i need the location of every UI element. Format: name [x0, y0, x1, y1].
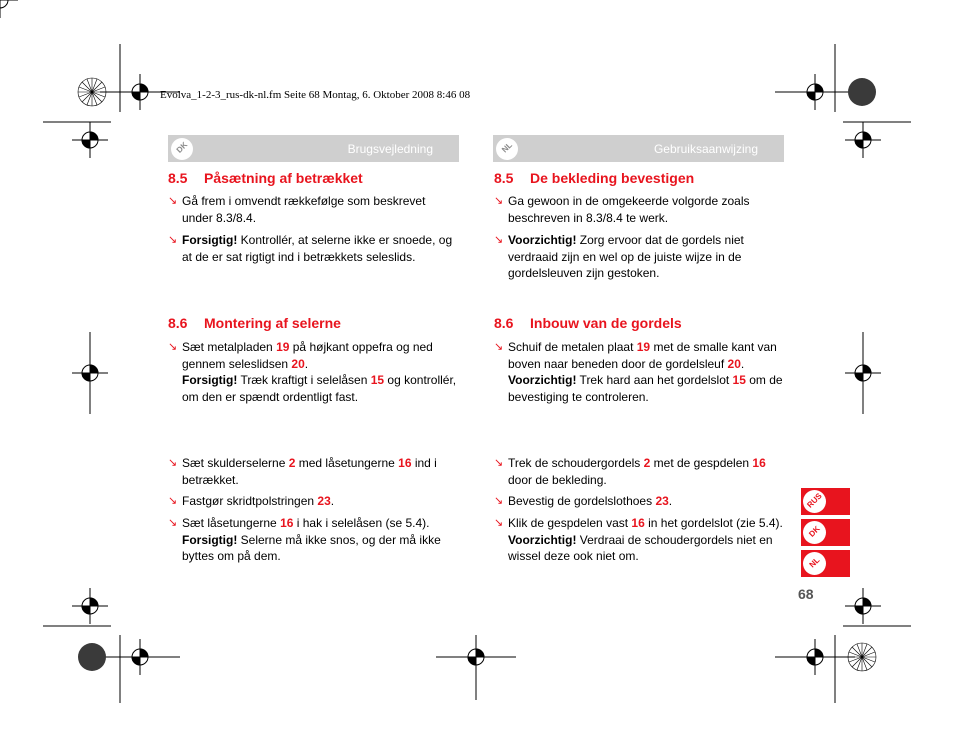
nl-header-bar	[493, 135, 784, 162]
dk-section-8-5-heading: 8.5 Påsætning af betrækket	[168, 170, 363, 186]
nl-step-buckle: ↘ Klik de gespdelen vast 16 in het gordelslot (zie 5.4). Voorzichtig! Verdraai de schoudergordels niet en wissel deze ook niet om.	[494, 516, 783, 564]
arrow-bullet-icon: ↘	[168, 457, 178, 469]
arrow-bullet-icon: ↘	[168, 517, 178, 529]
nl-section-8-5-heading: 8.5 De bekleding bevestigen	[494, 170, 695, 186]
dk-section-8-6-heading: 8.6 Montering af selerne	[168, 315, 341, 331]
dk-s85-step-2: ↘ Forsigtig! Kontrollér, at selerne ikke er snoede, og at de er sat rigtigt ind i betrækkets seleslids.	[168, 233, 453, 264]
nl-step-crotch-pad: ↘ Bevestig de gordelslothoes 23.	[494, 494, 673, 508]
rus-language-badge: RUS	[803, 490, 826, 513]
dk-step-shoulder-belts: ↘ Sæt skulderselerne 2 med låsetungerne 16 ind i betrækket.	[168, 456, 437, 487]
dk-language-badge: DK	[171, 138, 193, 160]
arrow-bullet-icon: ↘	[168, 495, 178, 507]
arrow-bullet-icon: ↘	[168, 195, 178, 207]
nl-s86-step-1: ↘ Schuif de metalen plaat 19 met de smalle kant van boven naar beneden door de gordelsleuf 20. Voorzichtig! Trek hard aan het gordelslot 15 om de bevestiging te controleren.	[494, 340, 783, 404]
side-tab-dk[interactable]	[801, 519, 850, 546]
dk-s86-step-1: ↘ Sæt metalpladen 19 på højkant oppefra og ned gennem seleslidsen 20. Forsigtig! Træk kraftigt i selelåsen 15 og kontrollér, om den er spændt ordentligt fast.	[168, 340, 457, 404]
nl-s85-step-1: ↘ Ga gewoon in de omgekeerde volgorde zoals beschreven in 8.3/8.4 te werk.	[494, 194, 750, 225]
arrow-bullet-icon: ↘	[494, 517, 504, 529]
dk-step-buckle: ↘ Sæt låsetungerne 16 i hak i selelåsen (se 5.4). Forsigtig! Selerne må ikke snos, og der må ikke byttes om på dem.	[168, 516, 441, 564]
dk-language-badge-side: DK	[803, 521, 826, 544]
side-tab-rus[interactable]	[801, 488, 850, 515]
nl-bar-title: Gebruiksaanwijzing	[653, 142, 758, 156]
print-file-info: Evolva_1-2-3_rus-dk-nl.fm Seite 68 Montag, 6. Oktober 2008 8:46 08	[160, 89, 471, 101]
nl-section-8-6-heading: 8.6 Inbouw van de gordels	[494, 315, 682, 331]
side-tab-nl[interactable]	[801, 550, 850, 577]
arrow-bullet-icon: ↘	[494, 495, 504, 507]
dk-step-crotch-pad: ↘ Fastgør skridtpolstringen 23.	[168, 494, 335, 508]
arrow-bullet-icon: ↘	[494, 341, 504, 353]
nl-language-badge: NL	[496, 138, 518, 160]
nl-step-shoulder-belts: ↘ Trek de schoudergordels 2 met de gespdelen 16 door de bekleding.	[494, 456, 766, 487]
nl-language-badge-side: NL	[803, 552, 826, 575]
page-number: 68	[798, 586, 814, 602]
arrow-bullet-icon: ↘	[168, 341, 178, 353]
arrow-bullet-icon: ↘	[494, 195, 504, 207]
dk-s85-step-1: ↘ Gå frem i omvendt rækkefølge som beskrevet under 8.3/8.4.	[168, 194, 426, 225]
arrow-bullet-icon: ↘	[168, 234, 178, 246]
dk-bar-title: Brugsvejledning	[347, 142, 433, 156]
dk-header-bar	[168, 135, 459, 162]
arrow-bullet-icon: ↘	[494, 457, 504, 469]
nl-s85-step-2: ↘ Voorzichtig! Zorg ervoor dat de gordels niet verdraaid zijn en wel op de juiste wijze in de gordelsleuven zijn gestoken.	[494, 233, 744, 281]
arrow-bullet-icon: ↘	[494, 234, 504, 246]
